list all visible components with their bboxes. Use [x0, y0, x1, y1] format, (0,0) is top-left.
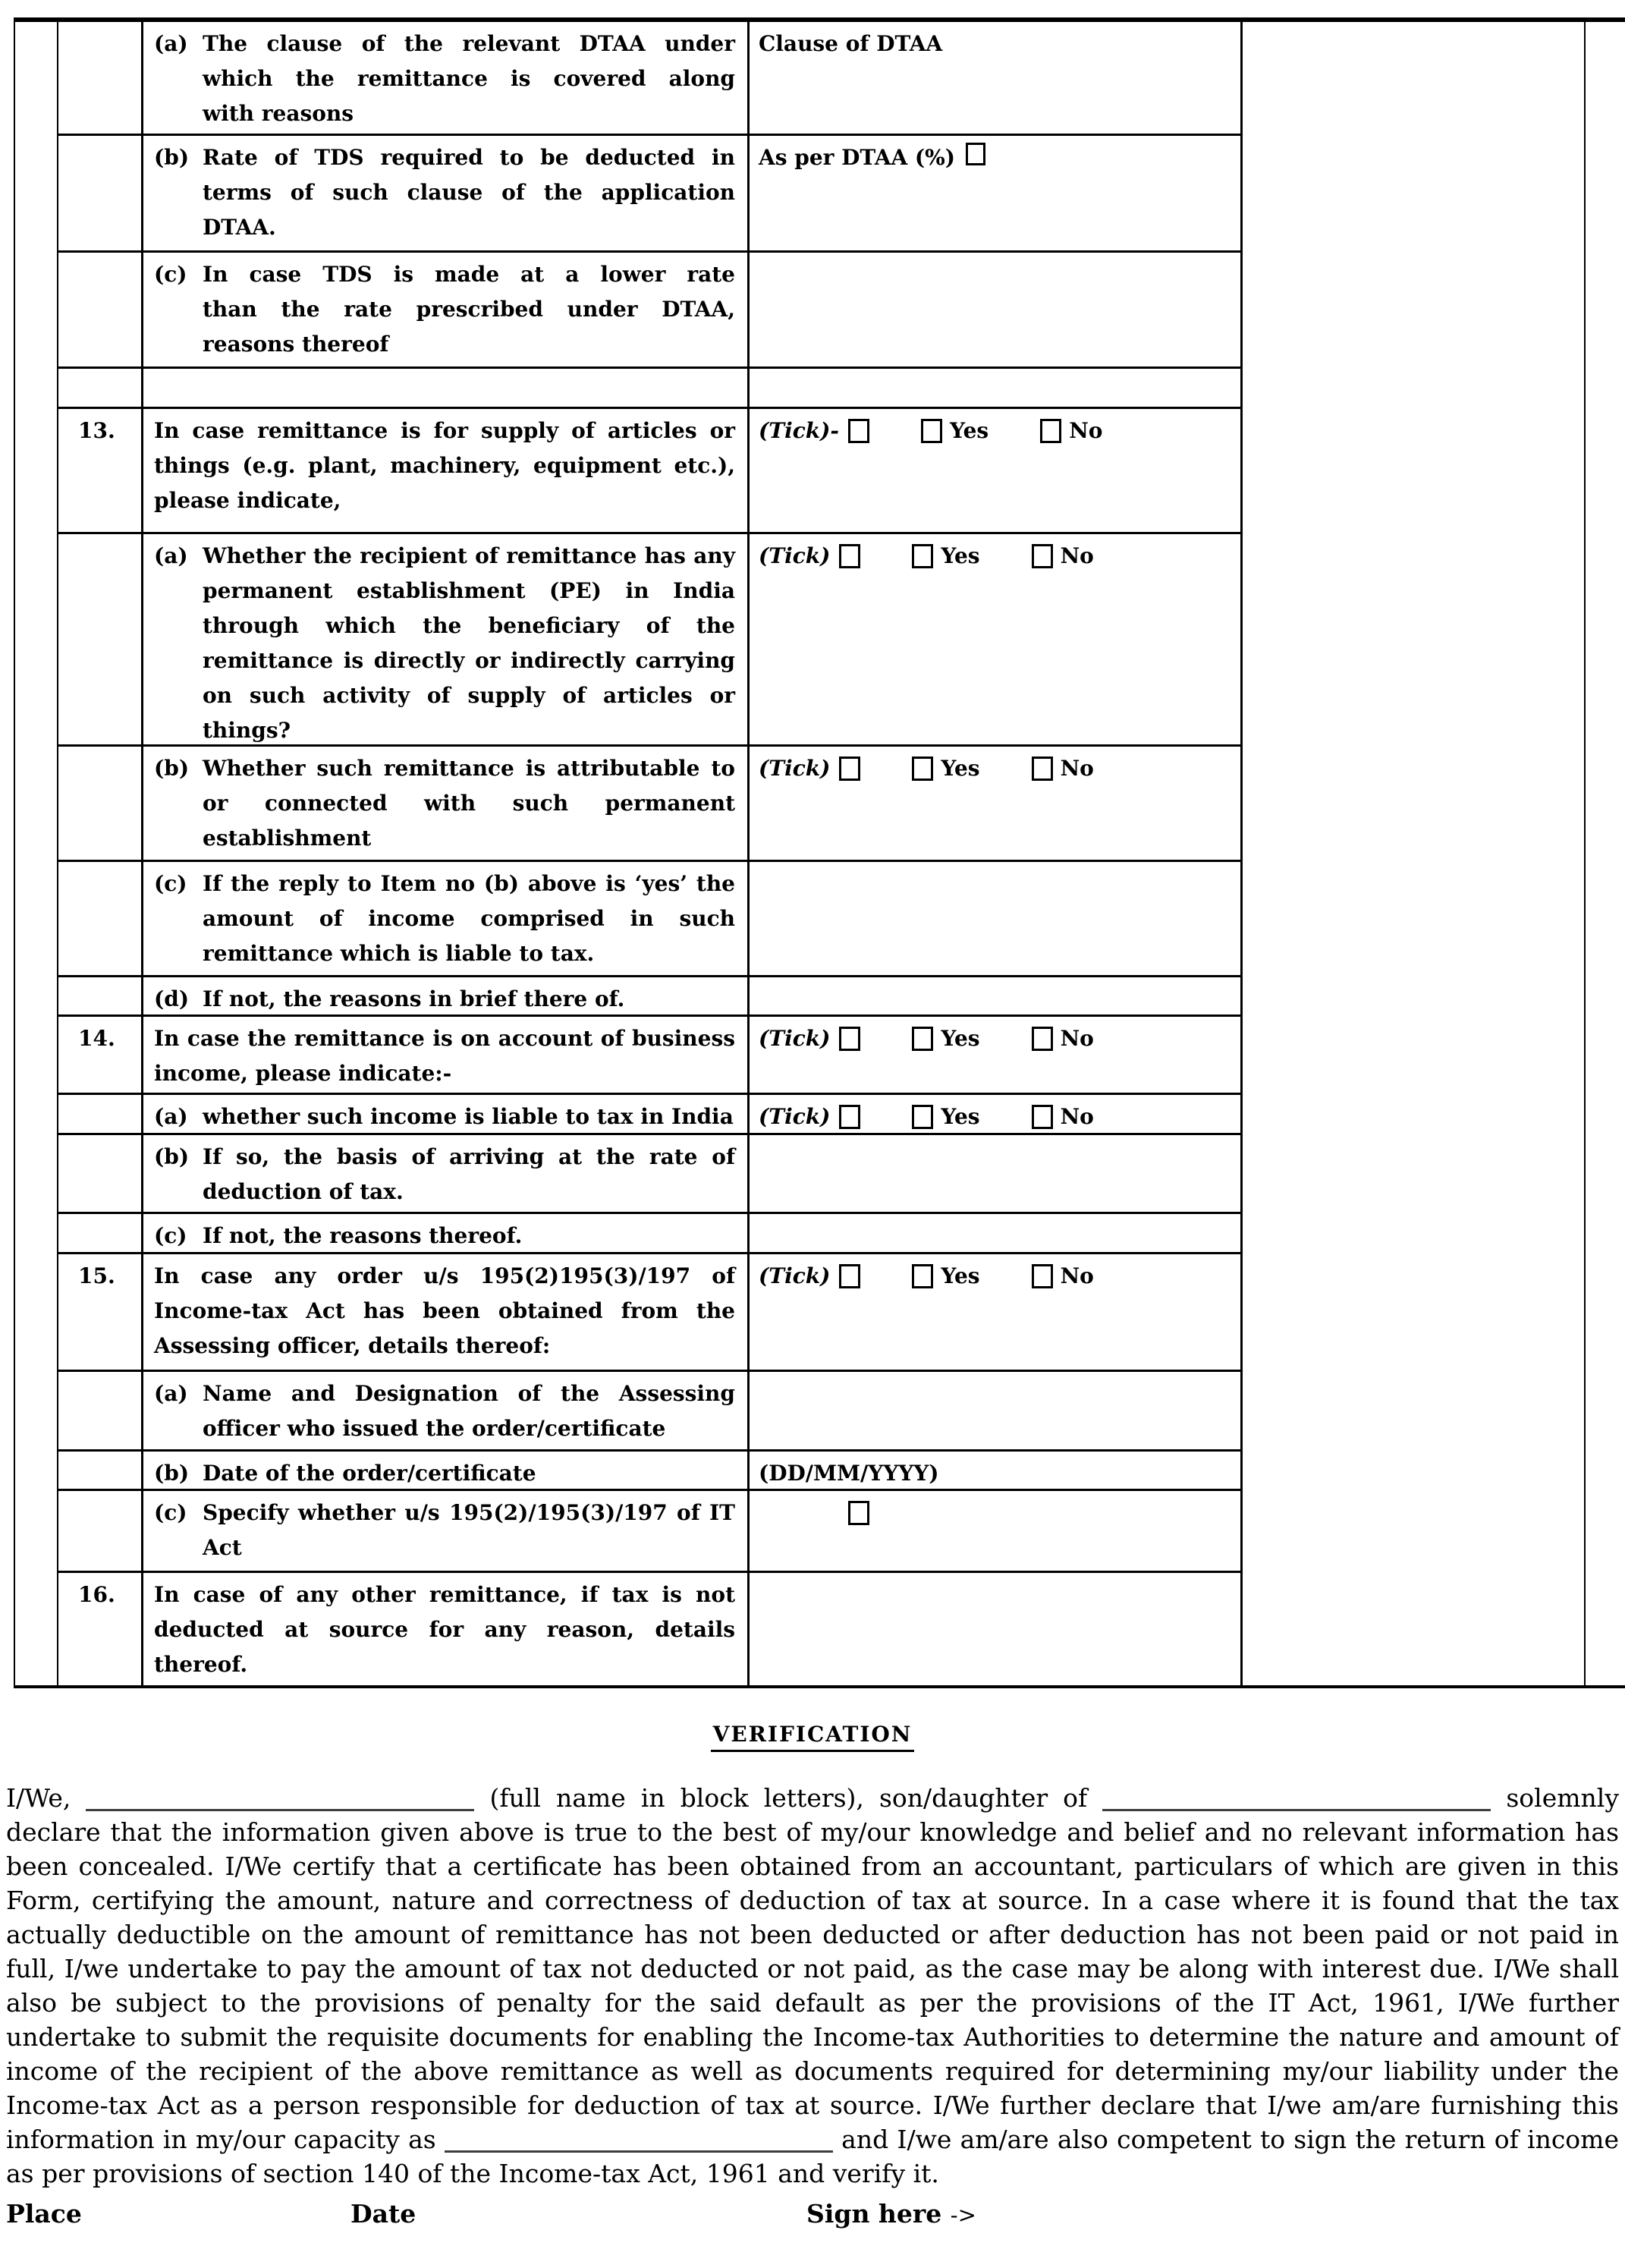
answer-cell [750, 1491, 1240, 1571]
date-label: Date [350, 2199, 416, 2229]
verification-section [6, 1722, 1619, 2191]
question-line: things? [203, 718, 291, 743]
yes-option [912, 1259, 979, 1294]
row-number [58, 253, 143, 366]
item-label: (c) [154, 262, 187, 287]
question-lines [203, 1456, 735, 1491]
question-lines [203, 257, 735, 362]
question-cell [143, 1017, 750, 1093]
question-lines [203, 1099, 735, 1134]
yes-option [912, 751, 979, 786]
question-line: Whether such remittance is attributable to [203, 756, 735, 781]
yes-option [912, 1099, 979, 1134]
question-line: remittance is directly or indirectly carrying [203, 648, 735, 673]
table-row [58, 1254, 1240, 1372]
question-cell [143, 369, 750, 407]
row-number [58, 1095, 143, 1133]
question-line: Name and Designation of the Assessing [203, 1381, 735, 1406]
question-line: If so, the basis of arriving at the rate of [203, 1144, 735, 1169]
row-number: 14. [58, 1017, 143, 1093]
question-line: please indicate, [154, 488, 341, 513]
checkbox-icon[interactable] [839, 757, 860, 781]
question-lines [203, 867, 735, 971]
question-line: Whether the recipient of remittance has any [203, 543, 735, 568]
verification-heading: VERIFICATION [711, 1722, 915, 1752]
checkbox-icon[interactable] [912, 1264, 933, 1288]
table-row [58, 1095, 1240, 1135]
checkbox-icon[interactable] [912, 1027, 933, 1051]
item-label: (c) [154, 1500, 187, 1525]
question-lines [203, 27, 735, 131]
checkbox-icon[interactable] [912, 1105, 933, 1129]
question-line: which the remittance is covered along [203, 66, 735, 91]
answer-text: Clause of DTAA [759, 31, 943, 56]
blank-line[interactable] [445, 2128, 833, 2153]
item-label: (b) [154, 1144, 190, 1169]
question-line: income, please indicate:- [154, 1061, 452, 1086]
question-line: amount of income comprised in such [203, 906, 735, 931]
answer-cell [750, 409, 1240, 532]
question-line: remittance which is liable to tax. [203, 941, 595, 966]
no-option [1032, 539, 1094, 574]
question-line: In case the remittance is on account of business [154, 1026, 735, 1051]
answer-cell [750, 862, 1240, 975]
question-line: officer who issued the order/certificate [203, 1416, 666, 1441]
question-cell [143, 136, 750, 250]
question-lines [154, 1021, 735, 1091]
no-label: No [1060, 1263, 1094, 1288]
table-row [58, 22, 1240, 136]
checkbox-icon[interactable] [839, 1027, 860, 1051]
table-rows [58, 22, 1240, 1685]
item-label: (d) [154, 986, 190, 1011]
answer-cell [750, 1254, 1240, 1370]
answer-cell [750, 1017, 1240, 1093]
checkbox-icon[interactable] [912, 544, 933, 568]
checkbox-icon[interactable] [1032, 1105, 1053, 1129]
answer-text: As per DTAA (%) [759, 145, 956, 170]
signature-row [0, 2199, 1625, 2244]
question-line: Date of the order/certificate [203, 1461, 536, 1486]
answer-cell [750, 22, 1240, 134]
no-label: No [1060, 756, 1094, 781]
checkbox-icon[interactable] [921, 419, 942, 443]
question-line: through which the beneficiary of the [203, 613, 735, 638]
yes-label: Yes [941, 543, 980, 568]
question-lines [203, 539, 735, 747]
row-number: 13. [58, 409, 143, 532]
question-cell [143, 409, 750, 532]
yes-label: Yes [941, 1263, 980, 1288]
row-number: 16. [58, 1573, 143, 1685]
checkbox-icon[interactable] [839, 1264, 860, 1288]
table-row [58, 977, 1240, 1017]
yes-label: Yes [941, 756, 980, 781]
question-cell [143, 1095, 750, 1133]
no-option [1032, 1099, 1094, 1134]
row-number [58, 977, 143, 1014]
blank-line[interactable] [86, 1786, 474, 1811]
answer-cell [750, 1372, 1240, 1449]
question-line: deduction of tax. [203, 1179, 404, 1204]
question-lines [154, 1578, 735, 1682]
answer-cell [750, 1135, 1240, 1212]
checkbox-icon[interactable] [1040, 419, 1061, 443]
row-number: 15. [58, 1254, 143, 1370]
answer-cell [750, 253, 1240, 366]
table-outer-left-column [14, 22, 58, 1685]
question-line: If not, the reasons thereof. [203, 1223, 523, 1248]
answer-cell [750, 1214, 1240, 1252]
item-label: (a) [154, 31, 188, 56]
question-line: If not, the reasons in brief there of. [203, 986, 625, 1011]
answer-cell [750, 1452, 1240, 1489]
item-label: (a) [154, 543, 188, 568]
no-label: No [1069, 418, 1103, 443]
question-lines [203, 751, 735, 856]
checkbox-icon[interactable] [912, 757, 933, 781]
row-number [58, 22, 143, 134]
tick-label: (Tick) [759, 543, 831, 568]
row-number [58, 369, 143, 407]
question-cell [143, 862, 750, 975]
table-row [58, 369, 1240, 409]
table-row [58, 1452, 1240, 1491]
place-label: Place [6, 2199, 82, 2229]
tick-options [759, 1259, 1233, 1294]
checkbox-icon[interactable] [1032, 1027, 1053, 1051]
question-lines [203, 1496, 735, 1565]
checkbox-icon[interactable] [1032, 757, 1053, 781]
question-line: on such activity of supply of articles or [203, 683, 735, 708]
no-label: No [1060, 1026, 1094, 1051]
verification-text: I/We, [6, 1783, 86, 1813]
question-line: or connected with such permanent [203, 791, 735, 816]
verification-heading-wrap [6, 1722, 1619, 1752]
answer-cell [750, 1573, 1240, 1685]
row-number [58, 1135, 143, 1212]
tick-label: (Tick) [759, 1104, 831, 1129]
answer-cell [750, 534, 1240, 744]
verification-paragraph [6, 1781, 1619, 2191]
question-lines [203, 1140, 735, 1209]
question-cell [143, 534, 750, 744]
table-row [58, 1372, 1240, 1452]
question-line: Rate of TDS required to be deducted in [203, 145, 735, 170]
item-label: (c) [154, 1223, 187, 1248]
checkbox-icon[interactable] [839, 544, 860, 568]
table-row [58, 1573, 1240, 1685]
question-line: In case any order u/s 195(2)195(3)/197 of [154, 1263, 735, 1288]
question-line: reasons thereof [203, 332, 389, 357]
question-line: permanent establishment (PE) in India [203, 578, 735, 603]
no-option [1032, 1021, 1094, 1056]
question-cell [143, 1372, 750, 1449]
yes-option [912, 1021, 979, 1056]
table-row [58, 747, 1240, 862]
tick-options [759, 1099, 1233, 1134]
table-row [58, 1017, 1240, 1095]
question-cell [143, 1254, 750, 1370]
answer-cell [750, 977, 1240, 1014]
question-lines [154, 414, 735, 518]
question-line: Assessing officer, details thereof: [154, 1333, 551, 1358]
no-option [1032, 1259, 1094, 1294]
item-label: (a) [154, 1104, 188, 1129]
checkbox-icon[interactable] [1032, 544, 1053, 568]
tick-options [759, 539, 1233, 574]
verification-text: solemnly declare that the information given above is true to the best of my/our knowledge and belief and no relevant information has been concealed. I/We certify that a certificate has been obtained from an accountant, particulars of which are given in this Form, certifying the amount, nature and correctness of deduction of tax at source. In a case where it is found that the tax actually deductible on the amount of remittance has not been deducted or after deduction has not been paid or not paid in full, I/we undertake to pay the amount of tax not deducted or not paid, as the case may be along with interest due. I/We shall also be subject to the provisions of penalty for the said default as per the provisions of the IT Act, 1961, I/We further undertake to submit the requisite documents for enabling the Income-tax Authorities to determine the nature and amount of income of the recipient of the above remittance as well as documents required for determining my/our liability under the Income-tax Act as a person responsible for deduction of tax at source. I/We further declare that I/we am/are furnishing this information in my/our capacity as [6, 1783, 1620, 2154]
answer-cell [750, 1095, 1240, 1133]
sign-arrow-icon[interactable]: -> [950, 2202, 976, 2228]
checkbox-icon[interactable] [1032, 1264, 1053, 1288]
remittance-details-table [14, 17, 1625, 1688]
no-label: No [1060, 1104, 1094, 1129]
tick-label: (Tick) [759, 1263, 831, 1288]
question-line: thereof. [154, 1652, 248, 1677]
tick-label: (Tick)- [759, 418, 840, 443]
question-line: deducted at source for any reason, details [154, 1617, 735, 1642]
row-number [58, 1452, 143, 1489]
question-line: If the reply to Item no (b) above is ‘yes’ the [203, 871, 735, 896]
verification-text: (full name in block letters), son/daughter of [474, 1783, 1103, 1813]
row-number [58, 534, 143, 744]
checkbox-icon[interactable] [966, 143, 985, 165]
item-label: (b) [154, 145, 190, 170]
item-label: (a) [154, 1381, 188, 1406]
no-option [1032, 751, 1094, 786]
yes-label: Yes [941, 1026, 980, 1051]
question-line: Income-tax Act has been obtained from the [154, 1298, 735, 1323]
tick-options [759, 1021, 1233, 1056]
yes-label: Yes [950, 418, 989, 443]
question-lines [203, 982, 735, 1017]
question-lines [154, 1259, 735, 1364]
answer-cell [750, 369, 1240, 407]
question-line: In case remittance is for supply of articles or [154, 418, 735, 443]
question-lines [203, 1376, 735, 1446]
yes-label: Yes [941, 1104, 980, 1129]
answer-cell [750, 136, 1240, 250]
item-label: (c) [154, 871, 187, 896]
question-line: terms of such clause of the application [203, 180, 735, 205]
sign-here-text: Sign here [806, 2199, 942, 2229]
question-cell [143, 253, 750, 366]
question-lines [203, 140, 735, 245]
no-option [1040, 414, 1102, 448]
row-number [58, 1491, 143, 1571]
checkbox-icon[interactable] [848, 1501, 869, 1525]
tick-options [759, 414, 1233, 448]
question-line: things (e.g. plant, machinery, equipment etc.), [154, 453, 735, 478]
row-number [58, 862, 143, 975]
question-cell [143, 22, 750, 134]
question-line: Specify whether u/s 195(2)/195(3)/197 of IT [203, 1500, 735, 1525]
question-line: DTAA. [203, 215, 276, 240]
question-line: In case TDS is made at a lower rate [203, 262, 735, 287]
question-cell [143, 1573, 750, 1685]
table-row [58, 1214, 1240, 1254]
table-remarks-column [1240, 22, 1586, 1685]
verification-text: and I/we am/are also competent to sign the return of income as per provisions of section 140 of the Income-tax Act, 1961 and verify it. [6, 2125, 1619, 2188]
question-lines [203, 1219, 735, 1254]
question-line: Act [203, 1535, 242, 1560]
question-cell [143, 1491, 750, 1571]
row-number [58, 747, 143, 860]
table-row [58, 253, 1240, 369]
checkbox-icon[interactable] [848, 419, 869, 443]
item-label: (b) [154, 756, 190, 781]
question-line: whether such income is liable to tax in India [203, 1104, 734, 1129]
tick-label: (Tick) [759, 756, 831, 781]
no-label: No [1060, 543, 1094, 568]
question-line: with reasons [203, 101, 354, 126]
checkbox-icon[interactable] [839, 1105, 860, 1129]
question-cell [143, 1214, 750, 1252]
question-cell [143, 977, 750, 1014]
question-line: In case of any other remittance, if tax is not [154, 1582, 735, 1607]
table-row [58, 1135, 1240, 1214]
sign-here-label [806, 2199, 976, 2229]
answer-cell [750, 747, 1240, 860]
yes-option [912, 539, 979, 574]
row-number [58, 1372, 143, 1449]
table-row [58, 409, 1240, 534]
answer-text: (DD/MM/YYYY) [759, 1461, 939, 1486]
question-cell [143, 747, 750, 860]
tick-label: (Tick) [759, 1026, 831, 1051]
question-line: than the rate prescribed under DTAA, [203, 297, 735, 322]
tick-options [759, 751, 1233, 786]
question-line: establishment [203, 826, 372, 851]
item-label: (b) [154, 1461, 190, 1486]
row-number [58, 136, 143, 250]
question-cell [143, 1452, 750, 1489]
question-cell [143, 1135, 750, 1212]
blank-line[interactable] [1102, 1786, 1491, 1811]
table-row [58, 534, 1240, 747]
question-line: The clause of the relevant DTAA under [203, 31, 735, 56]
table-row [58, 1491, 1240, 1573]
row-number [58, 1214, 143, 1252]
yes-option [921, 414, 989, 448]
table-row [58, 136, 1240, 253]
table-row [58, 862, 1240, 977]
